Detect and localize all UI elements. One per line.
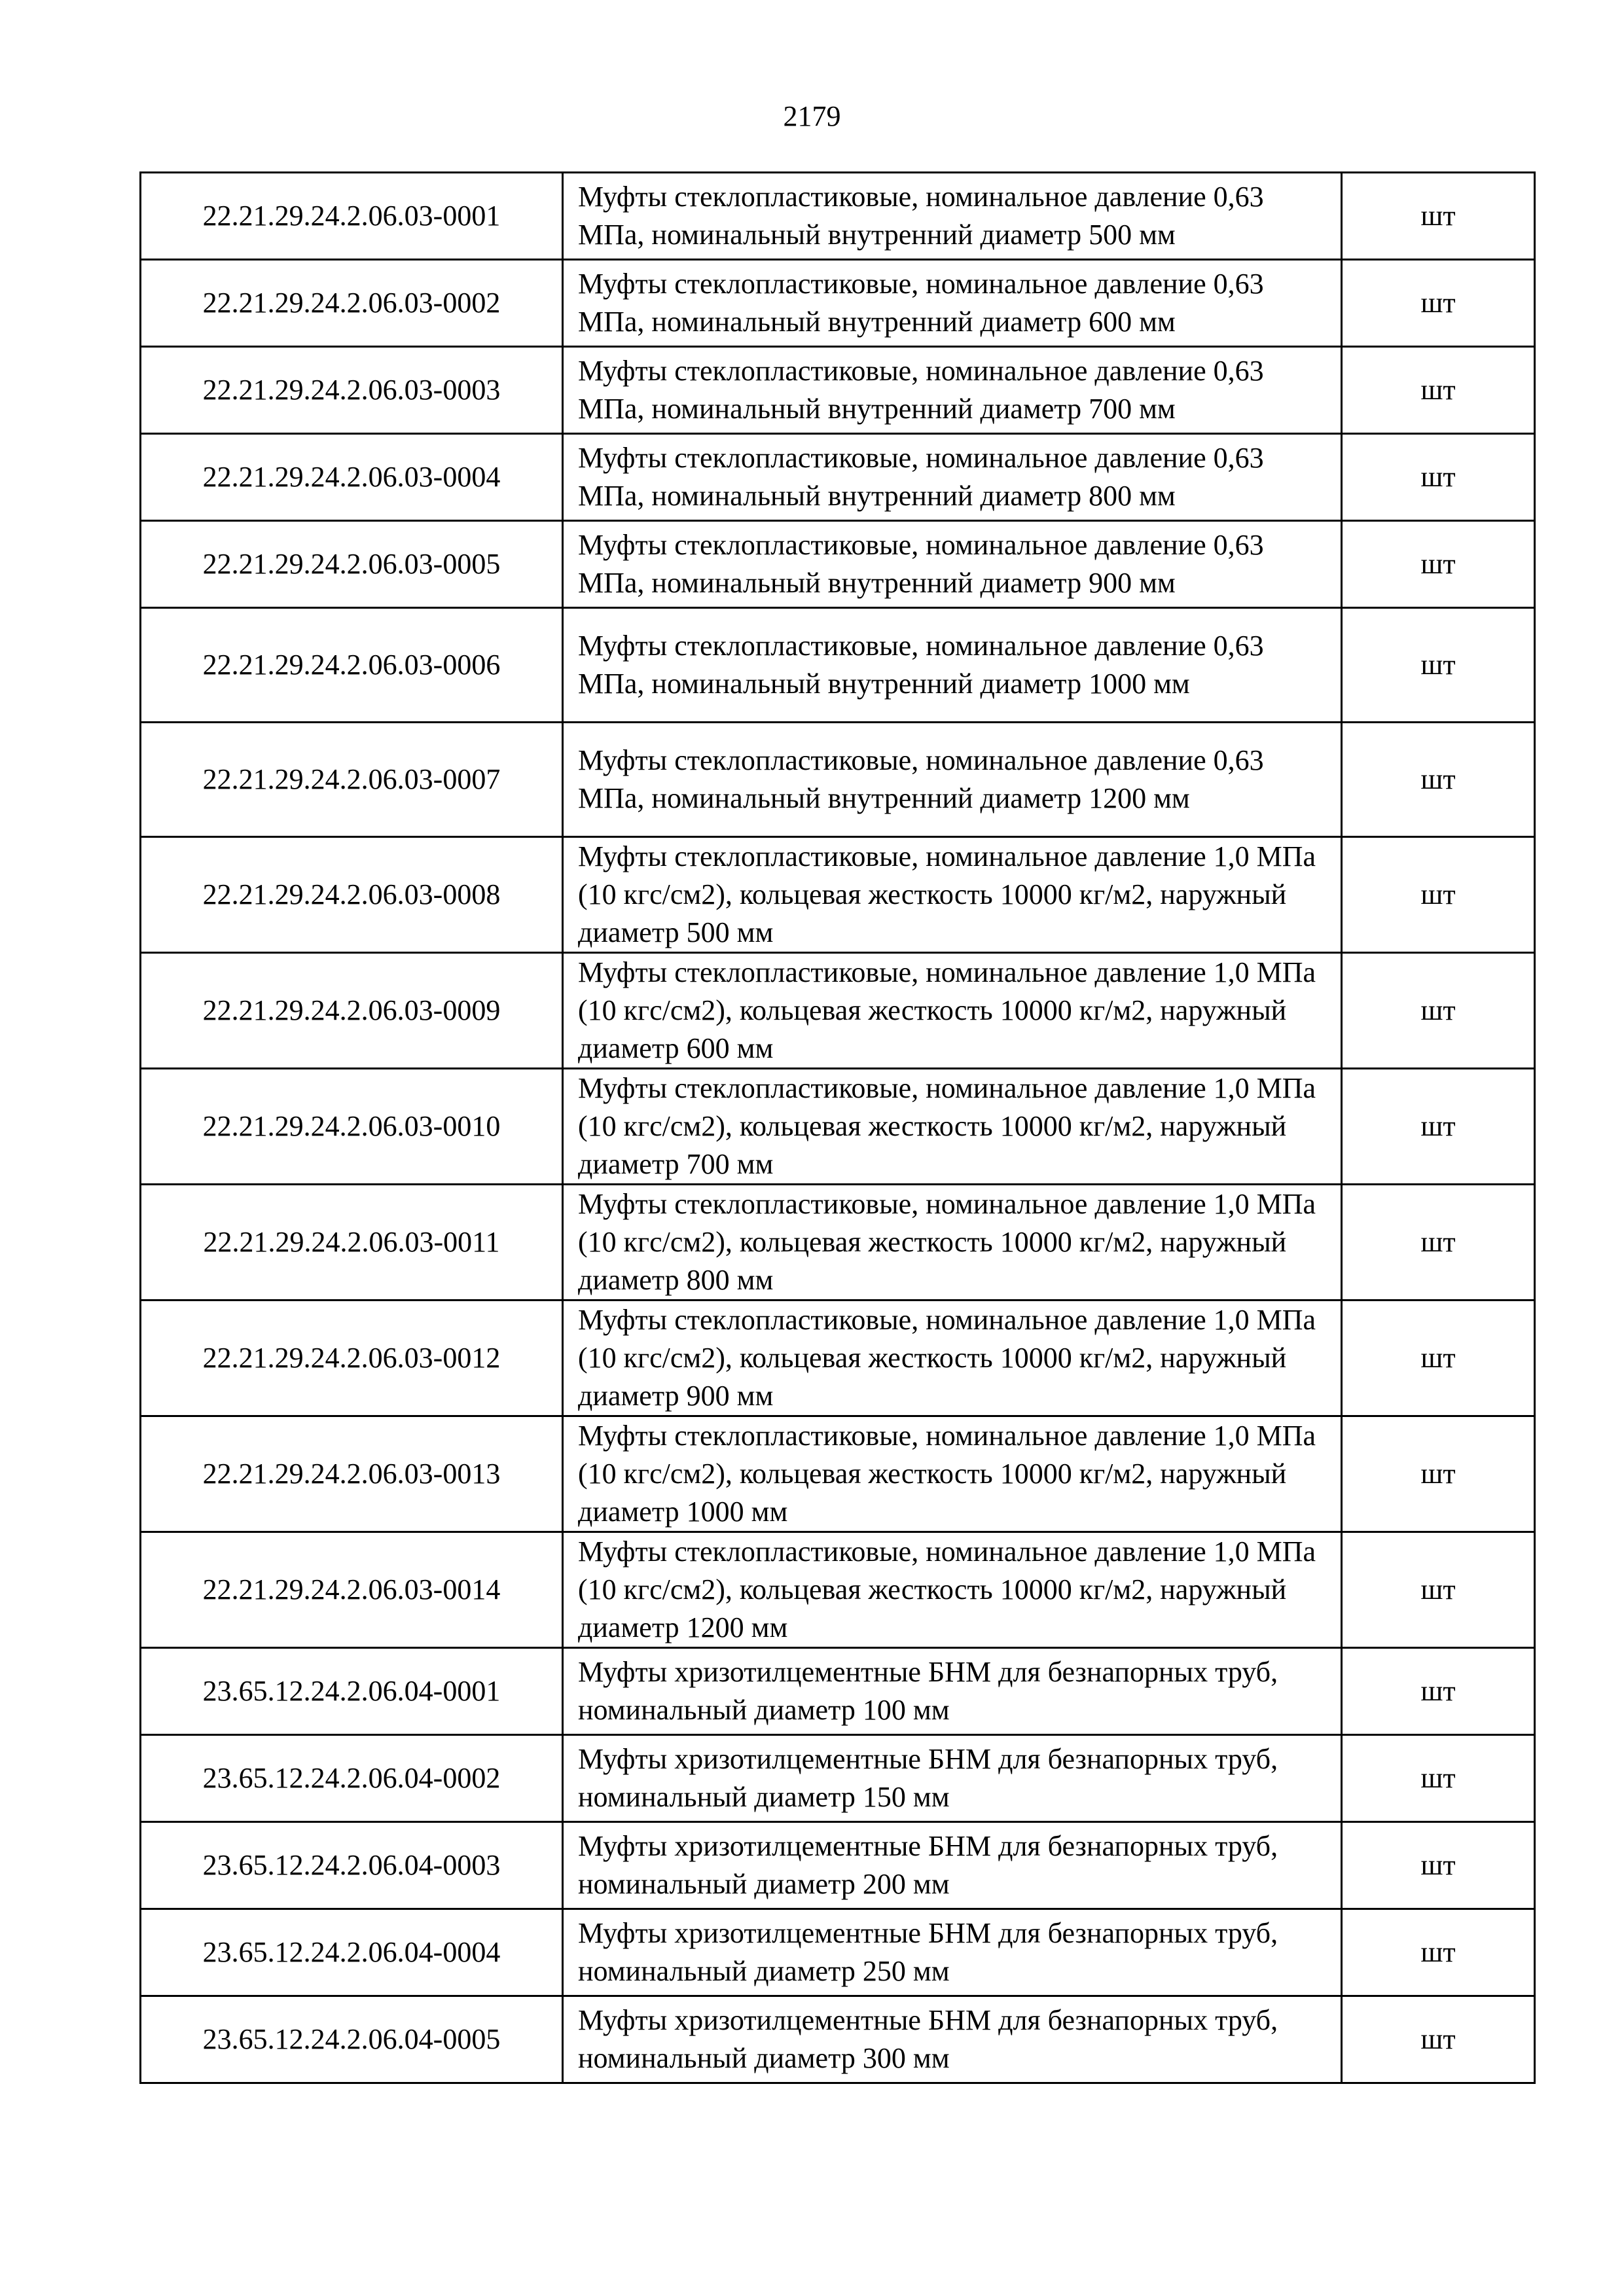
resource-description-cell: Муфты стеклопластиковые, номинальное давление 1,0 МПа (10 кгс/см2), кольцевая жесткость 10000 кг/м2, наружный диаметр 900 мм xyxy=(563,1300,1342,1416)
resource-description-cell: Муфты хризотилцементные БНМ для безнапорных труб, номинальный диаметр 250 мм xyxy=(563,1909,1342,1996)
table-row xyxy=(141,1735,1535,1822)
resource-description-cell: Муфты стеклопластиковые, номинальное давление 0,63 МПа, номинальный внутренний диаметр 900 мм xyxy=(563,521,1342,608)
resource-code-cell: 23.65.12.24.2.06.04-0005 xyxy=(141,1996,563,2083)
table-row xyxy=(141,1532,1535,1648)
table-row xyxy=(141,173,1535,260)
resource-code-cell: 22.21.29.24.2.06.03-0006 xyxy=(141,608,563,723)
resource-code-cell: 22.21.29.24.2.06.03-0002 xyxy=(141,260,563,347)
resource-description-cell: Муфты стеклопластиковые, номинальное давление 1,0 МПа (10 кгс/см2), кольцевая жесткость 10000 кг/м2, наружный диаметр 700 мм xyxy=(563,1069,1342,1185)
resource-description-cell: Муфты хризотилцементные БНМ для безнапорных труб, номинальный диаметр 300 мм xyxy=(563,1996,1342,2083)
resource-description-cell: Муфты стеклопластиковые, номинальное давление 0,63 МПа, номинальный внутренний диаметр 500 мм xyxy=(563,173,1342,260)
unit-cell: шт xyxy=(1342,173,1535,260)
table-row xyxy=(141,1996,1535,2083)
unit-cell: шт xyxy=(1342,1996,1535,2083)
unit-cell: шт xyxy=(1342,1822,1535,1909)
resource-code-cell: 23.65.12.24.2.06.04-0001 xyxy=(141,1648,563,1735)
resource-code-cell: 22.21.29.24.2.06.03-0004 xyxy=(141,434,563,521)
table-row xyxy=(141,1648,1535,1735)
unit-cell: шт xyxy=(1342,1185,1535,1300)
catalog-table xyxy=(139,171,1536,2084)
table-row xyxy=(141,434,1535,521)
table-row xyxy=(141,1822,1535,1909)
resource-description-cell: Муфты стеклопластиковые, номинальное давление 0,63 МПа, номинальный внутренний диаметр 600 мм xyxy=(563,260,1342,347)
table-row xyxy=(141,723,1535,837)
unit-cell: шт xyxy=(1342,1909,1535,1996)
unit-cell: шт xyxy=(1342,1532,1535,1648)
resource-code-cell: 22.21.29.24.2.06.03-0009 xyxy=(141,953,563,1069)
unit-cell: шт xyxy=(1342,1735,1535,1822)
table-row xyxy=(141,1300,1535,1416)
table-row xyxy=(141,608,1535,723)
resource-code-cell: 22.21.29.24.2.06.03-0003 xyxy=(141,347,563,434)
resource-code-cell: 22.21.29.24.2.06.03-0011 xyxy=(141,1185,563,1300)
resource-code-cell: 22.21.29.24.2.06.03-0013 xyxy=(141,1416,563,1532)
table-row xyxy=(141,521,1535,608)
table-row xyxy=(141,837,1535,953)
unit-cell: шт xyxy=(1342,837,1535,953)
unit-cell: шт xyxy=(1342,953,1535,1069)
unit-cell: шт xyxy=(1342,434,1535,521)
resource-description-cell: Муфты стеклопластиковые, номинальное давление 0,63 МПа, номинальный внутренний диаметр 800 мм xyxy=(563,434,1342,521)
resource-code-cell: 22.21.29.24.2.06.03-0012 xyxy=(141,1300,563,1416)
unit-cell: шт xyxy=(1342,260,1535,347)
table-row xyxy=(141,347,1535,434)
resource-description-cell: Муфты стеклопластиковые, номинальное давление 1,0 МПа (10 кгс/см2), кольцевая жесткость 10000 кг/м2, наружный диаметр 1200 мм xyxy=(563,1532,1342,1648)
unit-cell: шт xyxy=(1342,521,1535,608)
catalog-table-body xyxy=(141,173,1535,2083)
resource-code-cell: 22.21.29.24.2.06.03-0001 xyxy=(141,173,563,260)
table-row xyxy=(141,953,1535,1069)
unit-cell: шт xyxy=(1342,1069,1535,1185)
resource-description-cell: Муфты стеклопластиковые, номинальное давление 0,63 МПа, номинальный внутренний диаметр 1200 мм xyxy=(563,723,1342,837)
table-row xyxy=(141,1909,1535,1996)
resource-description-cell: Муфты стеклопластиковые, номинальное давление 1,0 МПа (10 кгс/см2), кольцевая жесткость 10000 кг/м2, наружный диаметр 500 мм xyxy=(563,837,1342,953)
resource-description-cell: Муфты хризотилцементные БНМ для безнапорных труб, номинальный диаметр 100 мм xyxy=(563,1648,1342,1735)
unit-cell: шт xyxy=(1342,347,1535,434)
unit-cell: шт xyxy=(1342,723,1535,837)
table-row xyxy=(141,1416,1535,1532)
resource-description-cell: Муфты хризотилцементные БНМ для безнапорных труб, номинальный диаметр 200 мм xyxy=(563,1822,1342,1909)
resource-description-cell: Муфты стеклопластиковые, номинальное давление 1,0 МПа (10 кгс/см2), кольцевая жесткость 10000 кг/м2, наружный диаметр 800 мм xyxy=(563,1185,1342,1300)
resource-code-cell: 22.21.29.24.2.06.03-0008 xyxy=(141,837,563,953)
resource-description-cell: Муфты стеклопластиковые, номинальное давление 1,0 МПа (10 кгс/см2), кольцевая жесткость 10000 кг/м2, наружный диаметр 1000 мм xyxy=(563,1416,1342,1532)
resource-description-cell: Муфты хризотилцементные БНМ для безнапорных труб, номинальный диаметр 150 мм xyxy=(563,1735,1342,1822)
resource-description-cell: Муфты стеклопластиковые, номинальное давление 0,63 МПа, номинальный внутренний диаметр 1000 мм xyxy=(563,608,1342,723)
table-row xyxy=(141,1069,1535,1185)
resource-description-cell: Муфты стеклопластиковые, номинальное давление 0,63 МПа, номинальный внутренний диаметр 700 мм xyxy=(563,347,1342,434)
unit-cell: шт xyxy=(1342,1648,1535,1735)
resource-code-cell: 22.21.29.24.2.06.03-0005 xyxy=(141,521,563,608)
table-row xyxy=(141,1185,1535,1300)
resource-code-cell: 23.65.12.24.2.06.04-0003 xyxy=(141,1822,563,1909)
page-number: 2179 xyxy=(783,100,841,132)
table-row xyxy=(141,260,1535,347)
resource-description-cell: Муфты стеклопластиковые, номинальное давление 1,0 МПа (10 кгс/см2), кольцевая жесткость 10000 кг/м2, наружный диаметр 600 мм xyxy=(563,953,1342,1069)
resource-code-cell: 22.21.29.24.2.06.03-0010 xyxy=(141,1069,563,1185)
unit-cell: шт xyxy=(1342,1300,1535,1416)
resource-code-cell: 23.65.12.24.2.06.04-0004 xyxy=(141,1909,563,1996)
unit-cell: шт xyxy=(1342,1416,1535,1532)
resource-code-cell: 23.65.12.24.2.06.04-0002 xyxy=(141,1735,563,1822)
resource-code-cell: 22.21.29.24.2.06.03-0014 xyxy=(141,1532,563,1648)
unit-cell: шт xyxy=(1342,608,1535,723)
resource-code-cell: 22.21.29.24.2.06.03-0007 xyxy=(141,723,563,837)
